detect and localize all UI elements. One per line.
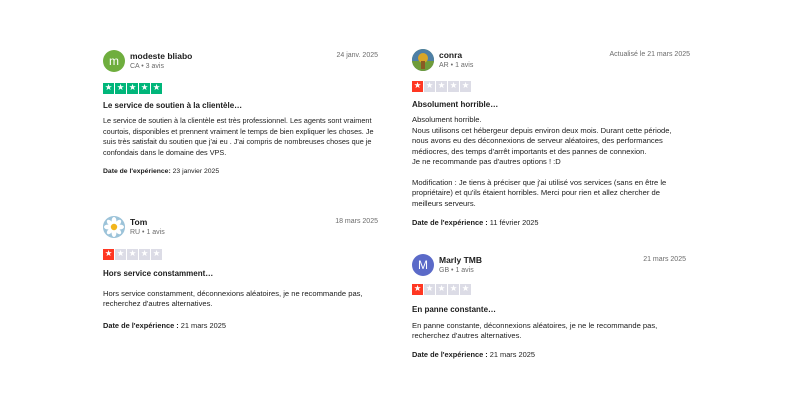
avatar[interactable]: [103, 50, 125, 72]
star-icon: ★: [413, 81, 422, 91]
experience-value: 21 mars 2025: [180, 320, 226, 330]
star-rating: [412, 81, 690, 92]
reviewer-meta: AR • 1 avis: [439, 62, 474, 69]
avatar-letter: m: [109, 54, 119, 68]
reviewer-meta: RU • 1 avis: [130, 229, 165, 236]
experience-label: Date de l'expérience:: [103, 168, 171, 176]
review-card: [103, 216, 378, 330]
star-icon: ★: [413, 284, 422, 294]
experience-date: [412, 350, 686, 359]
review-date: Actualisé le 21 mars 2025: [609, 51, 690, 58]
star-icon: ★: [104, 83, 113, 93]
star-icon: ★: [128, 249, 137, 259]
review-title[interactable]: Le service de soutien à la clientèle…: [103, 101, 243, 110]
review-paragraph: Le service de soutien à la clientèle est très professionnel. Les agents sont vraiment courtois, disponibles et prennent vraiment le temps de bien expliquer les choses. Je suis très satisfait du soutien que j'ai eu . J'ai compris de nombreuses choses que je confondais dans le domaine des VPS.: [103, 116, 374, 157]
star-icon: ★: [152, 249, 161, 259]
review-header: [412, 49, 690, 75]
star-icon: ★: [104, 249, 113, 259]
review-header: [103, 50, 378, 76]
review-title[interactable]: Hors service constamment…: [103, 269, 214, 278]
star-icon: ★: [437, 284, 446, 294]
review-body: [412, 321, 686, 342]
reviewer-name[interactable]: conra: [439, 50, 463, 60]
star-rating: [412, 284, 686, 295]
experience-value: 23 janvier 2025: [172, 168, 220, 176]
review-paragraph: En panne constante, déconnexions aléatoires, je ne le recommande pas, recherchez d'autres alternatives.: [412, 321, 658, 341]
star-icon: ★: [128, 83, 137, 93]
review-body: [103, 116, 378, 158]
experience-label: Date de l'expérience :: [412, 218, 488, 227]
star-icon: ★: [449, 284, 458, 294]
reviewer-name[interactable]: modeste bliabo: [130, 51, 193, 61]
reviewer-name[interactable]: Tom: [130, 217, 148, 227]
star-icon: ★: [461, 81, 470, 91]
review-header: [412, 254, 686, 280]
reviewer-meta: CA • 3 avis: [130, 63, 164, 70]
experience-value: 11 février 2025: [489, 218, 539, 227]
review-card: [412, 49, 690, 227]
star-icon: ★: [116, 83, 125, 93]
experience-label: Date de l'expérience :: [103, 320, 179, 330]
reviewer-name[interactable]: Marly TMB: [439, 255, 482, 265]
review-paragraph: Je ne recommande pas d'autres options ! :D: [412, 157, 561, 166]
review-paragraph: Nous utilisons cet hébergeur depuis environ deux mois. Durant cette période, nous avons eu des déconnexions de serveur aléatoires, des performances médiocres, des temps d'arrêt importants et des pannes de connexion.: [412, 125, 672, 156]
review-paragraph: Modification : Je tiens à préciser que j'ai utilisé vos services (sans en être le propriétaire) et qu'ils étaient horribles. Merci pour rien et allez chercher de meilleurs serveurs.: [412, 177, 667, 208]
review-body: [103, 289, 378, 310]
review-date: 24 janv. 2025: [336, 52, 378, 59]
landscape-photo-icon: [412, 49, 434, 71]
experience-label: Date de l'expérience :: [412, 349, 488, 359]
review-paragraph: Absolument horrible.: [412, 115, 482, 124]
flower-photo-icon[interactable]: [103, 216, 125, 238]
review-body: [412, 115, 690, 209]
review-date: 21 mars 2025: [643, 256, 686, 263]
star-icon: ★: [449, 81, 458, 91]
review-card: [103, 50, 378, 175]
star-icon: ★: [425, 284, 434, 294]
star-icon: ★: [140, 83, 149, 93]
flower-photo-icon: [103, 216, 125, 238]
star-icon: ★: [461, 284, 470, 294]
landscape-photo-icon[interactable]: [412, 49, 434, 71]
experience-value: 21 mars 2025: [489, 349, 535, 359]
star-icon: ★: [116, 249, 125, 259]
review-title[interactable]: Absolument horrible…: [412, 100, 499, 109]
experience-date: [103, 321, 378, 330]
review-header: [103, 216, 378, 242]
review-paragraph: Hors service constamment, déconnexions aléatoires, je ne recommande pas, recherchez d'autres alternatives.: [103, 289, 363, 309]
review-paragraph: [412, 168, 690, 178]
star-icon: ★: [152, 83, 161, 93]
avatar[interactable]: [412, 254, 434, 276]
review-card: [412, 254, 686, 359]
experience-date: [412, 218, 690, 227]
review-date: 18 mars 2025: [335, 218, 378, 225]
avatar-letter: M: [418, 258, 428, 272]
star-rating: [103, 249, 378, 260]
star-icon: ★: [425, 81, 434, 91]
star-rating: [103, 83, 378, 94]
star-icon: ★: [140, 249, 149, 259]
review-title[interactable]: En panne constante…: [412, 305, 497, 314]
reviewer-meta: GB • 1 avis: [439, 267, 474, 274]
experience-date: [103, 168, 378, 175]
star-icon: ★: [437, 81, 446, 91]
